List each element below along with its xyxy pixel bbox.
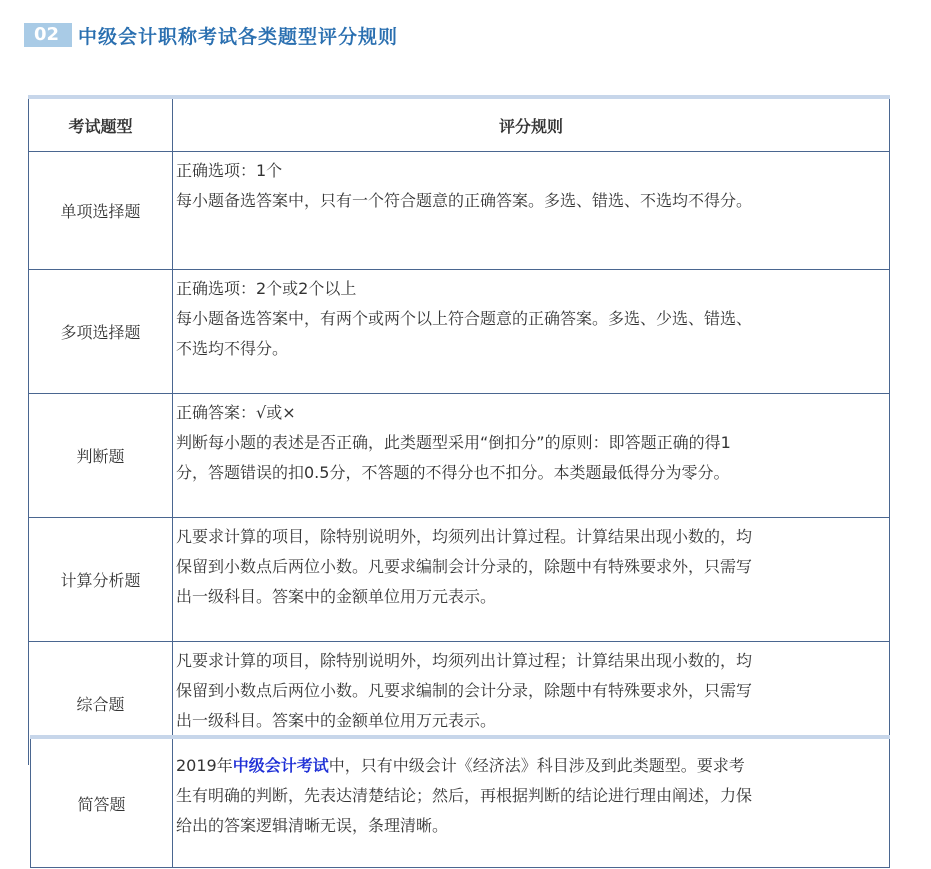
short-answer-table bbox=[30, 735, 890, 868]
exam-link[interactable]: 中级会计考试 bbox=[232, 756, 329, 775]
rule-line: 每小题备选答案中，只有一个符合题意的正确答案。多选、错选、不选均不得分。 bbox=[176, 191, 753, 210]
table-row bbox=[29, 394, 890, 518]
rule-line bbox=[176, 751, 885, 781]
rule-text: 中，只有中级会计《经济法》科目涉及到此类题型。要求考 bbox=[328, 756, 745, 775]
section-heading bbox=[24, 22, 398, 48]
table-row bbox=[29, 518, 890, 642]
rule-cell bbox=[173, 518, 890, 642]
rule-line: 正确选项：1个 bbox=[176, 161, 283, 180]
section-number: 02 bbox=[24, 23, 72, 47]
section-title: 中级会计职称考试各类题型评分规则 bbox=[78, 25, 399, 48]
rule-line: 分，答题错误的扣0.5分，不答题的不得分也不扣分。本类题最低得分为零分。 bbox=[176, 463, 730, 482]
rule-line: 凡要求计算的项目，除特别说明外，均须列出计算过程。计算结果出现小数的，均 bbox=[176, 527, 753, 546]
rule-line: 正确答案：√或× bbox=[176, 403, 296, 422]
scoring-rules-table bbox=[28, 95, 890, 765]
rule-line: 判断每小题的表述是否正确，此类题型采用“倒扣分”的原则：即答题正确的得1 bbox=[176, 433, 731, 452]
rule-line: 保留到小数点后两位小数。凡要求编制会计分录的，除题中有特殊要求外，只需写 bbox=[176, 557, 753, 576]
table-header-row bbox=[29, 97, 890, 152]
rule-line: 凡要求计算的项目，除特别说明外，均须列出计算过程；计算结果出现小数的，均 bbox=[176, 651, 753, 670]
question-type-cell: 多项选择题 bbox=[29, 270, 173, 394]
rule-cell bbox=[173, 152, 890, 270]
rule-line: 生有明确的判断，先表达清楚结论；然后，再根据判断的结论进行理由阐述，力保 bbox=[176, 786, 753, 805]
rule-cell bbox=[173, 270, 890, 394]
question-type-cell: 简答题 bbox=[31, 737, 173, 868]
header-scoring-rule: 评分规则 bbox=[173, 97, 890, 152]
rule-line: 出一级科目。答案中的金额单位用万元表示。 bbox=[176, 587, 497, 606]
table-row bbox=[29, 270, 890, 394]
rule-line: 给出的答案逻辑清晰无误，条理清晰。 bbox=[176, 816, 449, 835]
table-row bbox=[31, 737, 890, 868]
rule-cell bbox=[173, 737, 890, 868]
rule-line: 每小题备选答案中，有两个或两个以上符合题意的正确答案。多选、少选、错选、 bbox=[176, 309, 753, 328]
rule-line: 不选均不得分。 bbox=[176, 339, 289, 358]
rule-line: 保留到小数点后两位小数。凡要求编制的会计分录，除题中有特殊要求外，只需写 bbox=[176, 681, 753, 700]
year-text: 2019年 bbox=[176, 756, 233, 775]
question-type-cell: 综合题 bbox=[29, 642, 173, 766]
header-question-type: 考试题型 bbox=[29, 97, 173, 152]
rule-line: 正确选项：2个或2个以上 bbox=[176, 279, 357, 298]
question-type-cell: 计算分析题 bbox=[29, 518, 173, 642]
question-type-cell: 单项选择题 bbox=[29, 152, 173, 270]
rule-cell bbox=[173, 394, 890, 518]
question-type-cell: 判断题 bbox=[29, 394, 173, 518]
rule-line: 出一级科目。答案中的金额单位用万元表示。 bbox=[176, 711, 497, 730]
table-row bbox=[29, 152, 890, 270]
